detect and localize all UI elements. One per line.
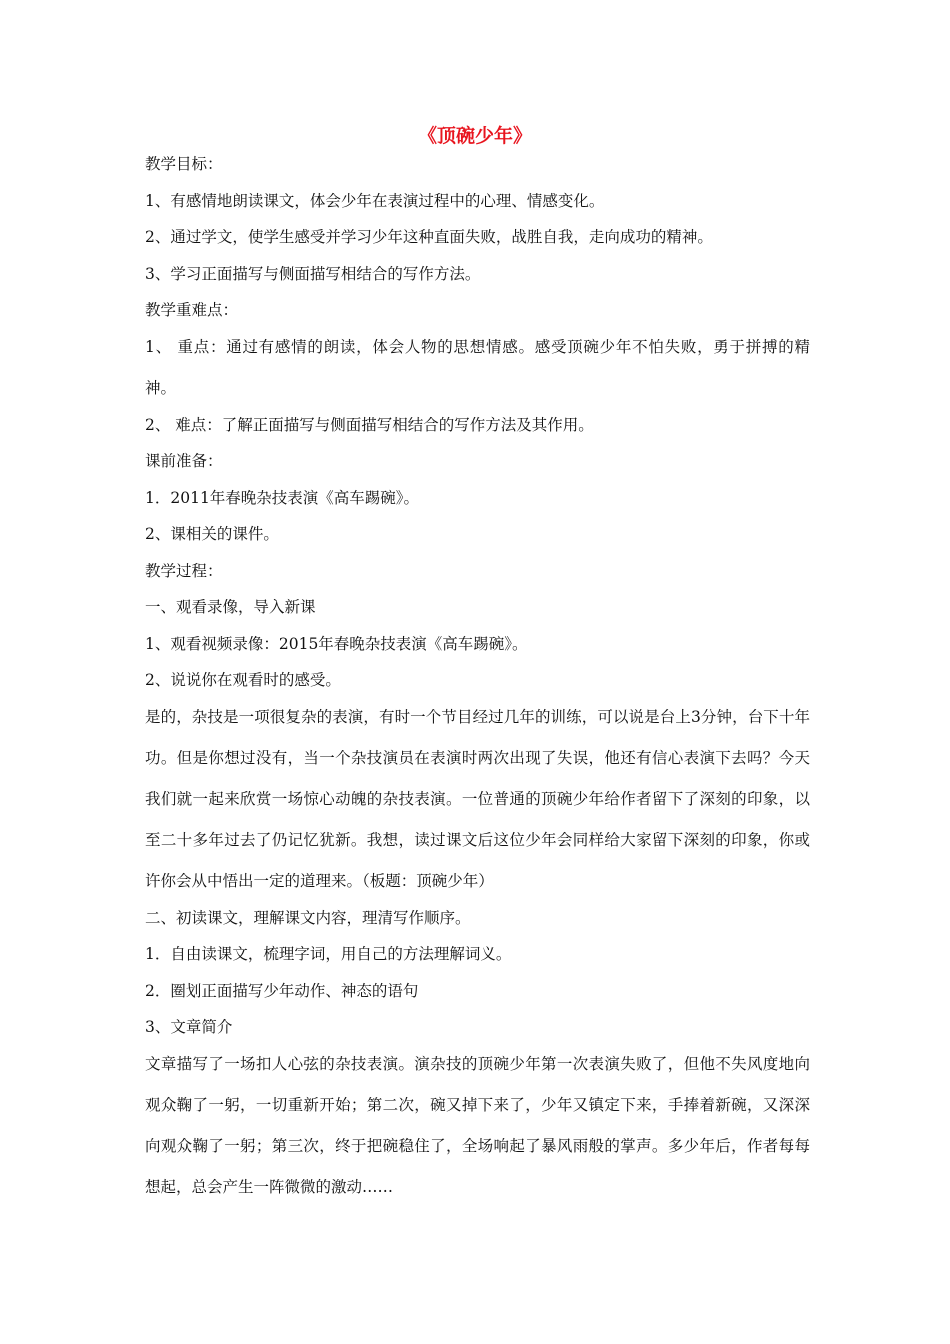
body-line: 1、观看视频录像：2015年春晚杂技表演《高车踢碗》。 xyxy=(145,634,528,653)
body-line: 1．2011年春晚杂技表演《高车踢碗》。 xyxy=(145,488,420,507)
body-line: 1、有感情地朗读课文，体会少年在表演过程中的心理、情感变化。 xyxy=(145,191,605,210)
body-line: 教学重难点： xyxy=(145,301,239,319)
body-line: 2、 难点：了解正面描写与侧面描写相结合的写作方法及其作用。 xyxy=(145,415,594,434)
body-line: 教学目标： xyxy=(145,155,223,173)
body-line: 3、文章简介 xyxy=(145,1018,233,1036)
body-paragraph: 文章描写了一场扣人心弦的杂技表演。演杂技的顶碗少年第一次表演失败了，但他不失风度地向观众鞠了一躬，一切重新开始；第二次，碗又掉下来了，少年又镇定下来，手捧着新碗，又深深向观众鞠了一躬；第三次，终于把碗稳住了，全场响起了暴风雨般的掌声。多少年后，作者每每想起，总会产生一阵微微的激动…… xyxy=(145,1054,810,1196)
body-line: 一、观看录像，导入新课 xyxy=(145,598,316,616)
body-paragraph: 是的，杂技是一项很复杂的表演，有时一个节目经过几年的训练，可以说是台上3分钟，台下十年功。但是你想过没有，当一个杂技演员在表演时两次出现了失误，他还有信心表演下去吗？今天我们就一起来欣赏一场惊心动魄的杂技表演。一位普通的顶碗少年给作者留下了深刻的印象，以至二十多年过去了仍记忆犹新。我想，读过课文后这位少年会同样给大家留下深刻的印象，你或许你会从中悟出一定的道理来。（板题：顶碗少年） xyxy=(145,707,810,890)
document-body xyxy=(145,146,810,1206)
body-line: 2、说说你在观看时的感受。 xyxy=(145,671,341,689)
body-line: 3、学习正面描写与侧面描写相结合的写作方法。 xyxy=(145,264,481,283)
body-line: 二、初读课文，理解课文内容，理清写作顺序。 xyxy=(145,908,471,927)
body-line: 2．圈划正面描写少年动作、神态的语句 xyxy=(145,981,419,1000)
body-line: 1．自由读课文，梳理字词，用自己的方法理解词义。 xyxy=(145,945,512,963)
body-line: 课前准备： xyxy=(145,452,223,470)
body-line: 2、课相关的课件。 xyxy=(145,525,279,543)
document-title: 《顶碗少年》 xyxy=(417,125,532,147)
body-line: 教学过程： xyxy=(145,561,223,580)
body-line: 2、通过学文，使学生感受并学习少年这种直面失败，战胜自我，走向成功的精神。 xyxy=(145,228,713,246)
body-paragraph: 1、 重点：通过有感情的朗读，体会人物的思想情感。感受顶碗少年不怕失败，勇于拼搏的精神。 xyxy=(145,337,810,397)
